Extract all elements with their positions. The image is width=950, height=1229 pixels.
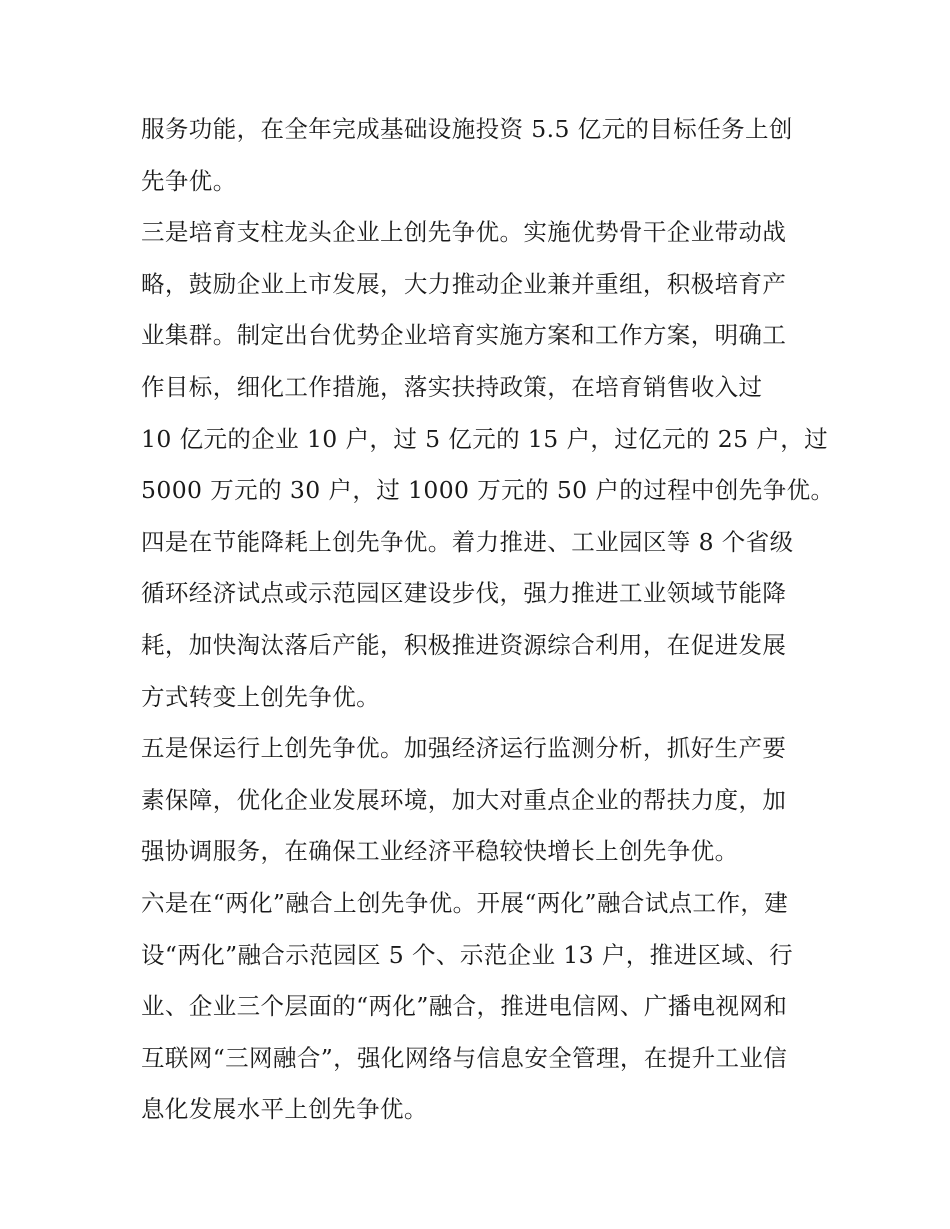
text-line: 方式转变上创先争优。 [141, 682, 380, 711]
text-line: 业、企业三个层面的“两化”融合，推进电信网、广播电视网和 [141, 992, 788, 1021]
text-line: 强协调服务，在确保工业经济平稳较快增长上创先争优。 [141, 837, 739, 866]
text-line: 10 亿元的企业 10 户，过 5 亿元的 15 户，过亿元的 25 户，过 [141, 424, 828, 453]
body-text [141, 104, 835, 1136]
text-line: 息化发展水平上创先争优。 [141, 1095, 428, 1124]
text-line: 六是在“两化”融合上创先争优。开展“两化”融合试点工作，建 [141, 888, 789, 917]
text-line: 先争优。 [141, 166, 237, 195]
text-line: 服务功能，在全年完成基础设施投资 5.5 亿元的目标任务上创 [141, 115, 793, 143]
text-line: 耗，加快淘汰落后产能，积极推进资源综合利用，在促进发展 [141, 630, 787, 659]
text-line: 四是在节能降耗上创先争优。着力推进、工业园区等 8 个省级 [141, 527, 794, 556]
text-line: 5000 万元的 30 户，过 1000 万元的 50 户的过程中创先争优。 [141, 476, 835, 505]
text-line: 略，鼓励企业上市发展，大力推动企业兼并重组，积极培育产 [141, 269, 787, 298]
text-line: 三是培育支柱龙头企业上创先争优。实施优势骨干企业带动战 [141, 218, 787, 247]
text-line: 循环经济试点或示范园区建设步伐，强力推进工业领域节能降 [141, 579, 787, 608]
text-line: 素保障，优化企业发展环境，加大对重点企业的帮扶力度，加 [141, 785, 787, 814]
text-line: 设“两化”融合示范园区 5 个、示范企业 13 户，推进区域、行 [141, 940, 794, 969]
text-line: 业集群。制定出台优势企业培育实施方案和工作方案，明确工 [141, 321, 787, 350]
text-line: 五是保运行上创先争优。加强经济运行监测分析，抓好生产要 [141, 734, 787, 763]
text-line: 作目标，细化工作措施，落实扶持政策，在培育销售收入过 [141, 372, 763, 401]
text-line: 互联网“三网融合”，强化网络与信息安全管理，在提升工业信 [141, 1043, 788, 1072]
